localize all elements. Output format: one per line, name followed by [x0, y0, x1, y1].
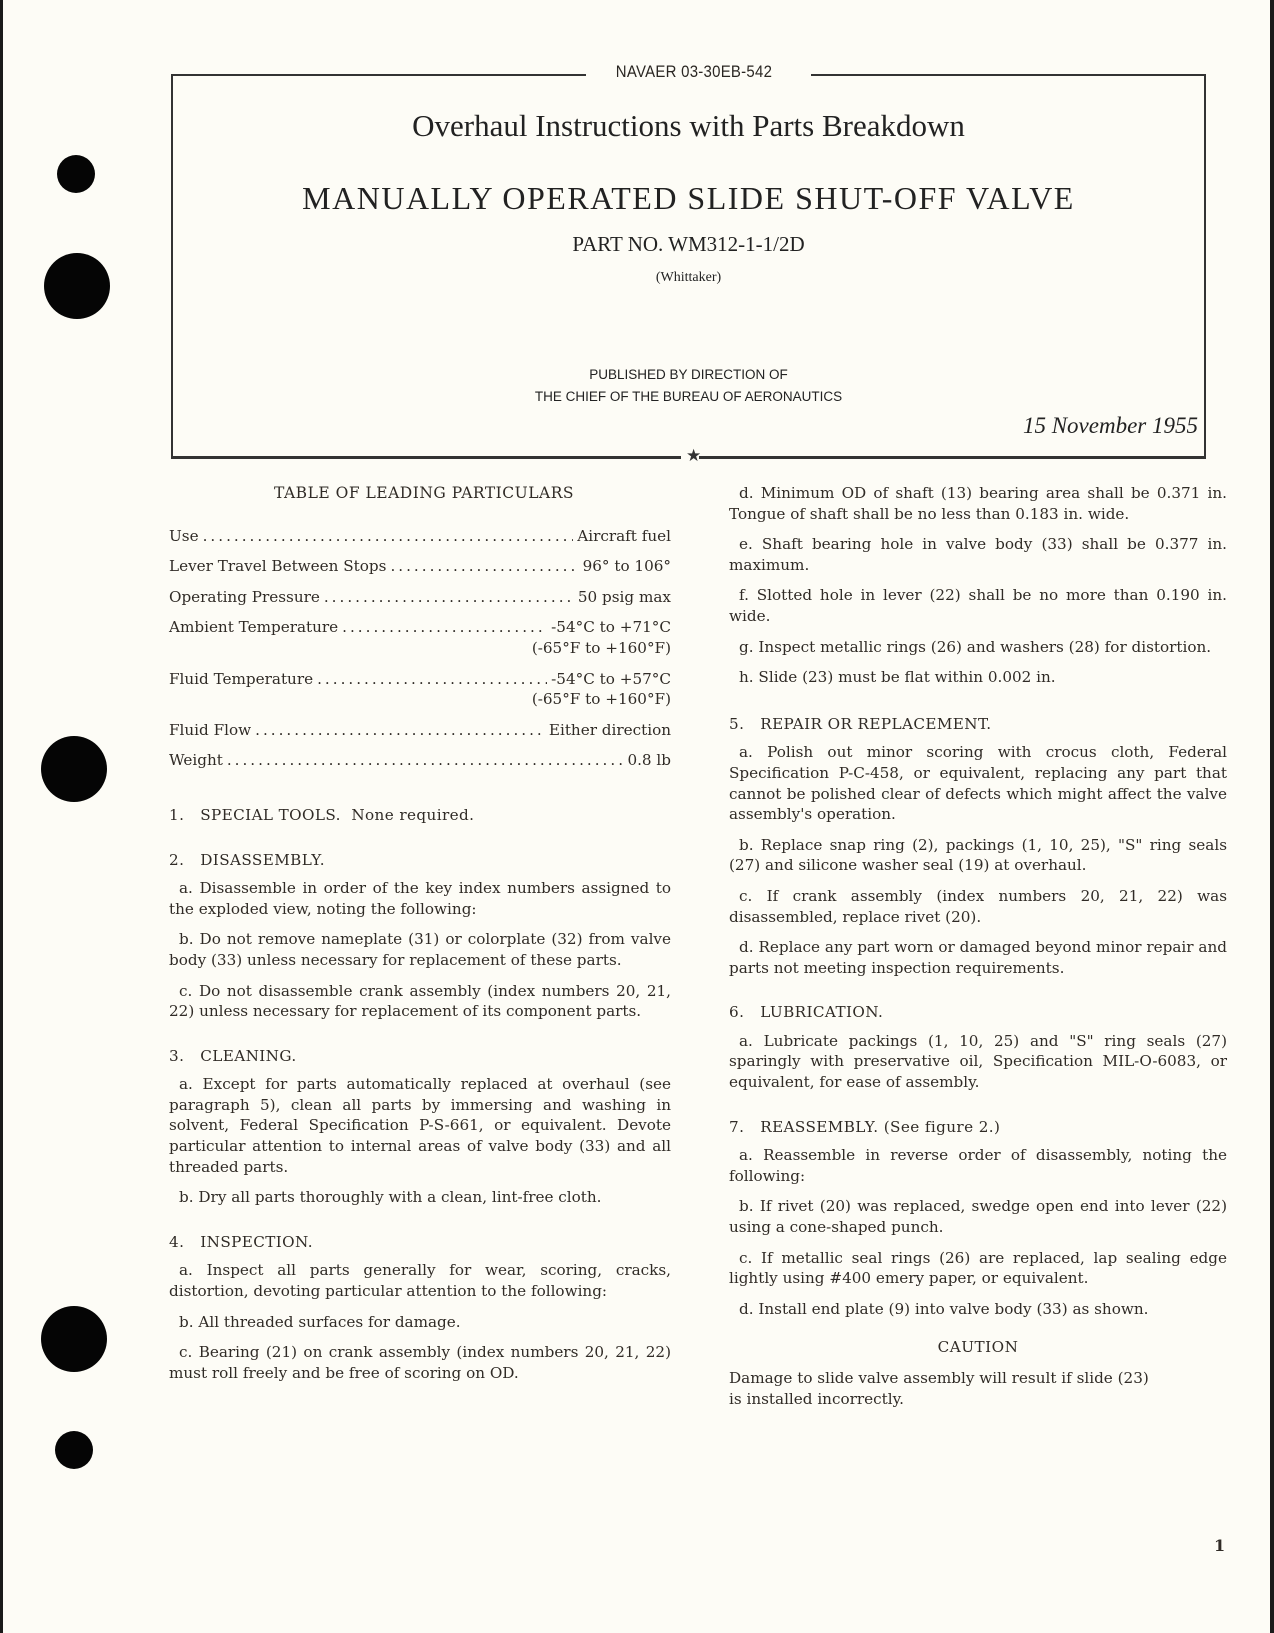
publisher-line-2: THE CHIEF OF THE BUREAU OF AERONAUTICS [534, 389, 843, 404]
paragraph: h. Slide (23) must be flat within 0.002 in. [739, 668, 1056, 687]
section-title: REPAIR OR REPLACEMENT. [760, 714, 992, 733]
leader-dots [342, 617, 547, 638]
section-inspection [169, 1232, 671, 1253]
particular-label: Fluid Temperature [169, 669, 314, 688]
section-title: INSPECTION. [200, 1232, 313, 1251]
particular-label: Operating Pressure [169, 587, 320, 606]
particular-label: Lever Travel Between Stops [169, 557, 387, 576]
section-title: REASSEMBLY. (See figure 2.) [760, 1117, 1001, 1136]
paragraph: f. Slotted hole in lever (22) shall be no more than 0.190 in. wide. [729, 586, 1227, 625]
paragraph: b. All threaded surfaces for damage. [179, 1312, 461, 1331]
section-number: 3. [169, 1046, 185, 1065]
leader-dots [227, 750, 624, 771]
right-column [729, 483, 1227, 1409]
particular-value: 50 psig max [577, 587, 671, 606]
particular-value: Aircraft fuel [577, 526, 671, 545]
leader-dots [317, 669, 547, 690]
particular-value: -54°C to +71°C [551, 618, 671, 637]
paragraph: b. Dry all parts thoroughly with a clean, lint-free cloth. [179, 1188, 602, 1207]
paragraph: c. If metallic seal rings (26) are replaced, lap sealing edge lightly using #400 emery paper, or equivalent. [729, 1248, 1227, 1288]
section-inline-text: None required. [351, 805, 475, 824]
section-number: 7. [729, 1117, 745, 1136]
section-number: 6. [729, 1003, 745, 1022]
section-cleaning [169, 1046, 671, 1067]
section-title: DISASSEMBLY. [200, 850, 325, 869]
document-subtitle: Overhaul Instructions with Parts Breakdown [412, 108, 965, 143]
section-title: CLEANING. [200, 1046, 297, 1065]
paragraph: d. Minimum OD of shaft (13) bearing area shall be 0.371 in. Tongue of shaft shall be no less than 0.183 in. wide. [729, 484, 1227, 523]
leader-dots [390, 556, 578, 577]
section-lubrication [729, 1002, 1227, 1023]
section-title: SPECIAL TOOLS. [200, 805, 341, 824]
section-repair-replacement [729, 714, 1227, 735]
section-disassembly [169, 850, 671, 871]
particular-value: 0.8 lb [627, 751, 671, 770]
particular-label: Fluid Flow [169, 720, 252, 739]
paragraph: c. Bearing (21) on crank assembly (index numbers 20, 21, 22) must roll freely and be free of scoring on OD. [169, 1343, 671, 1382]
particular-row [169, 669, 671, 690]
paragraph: a. Except for parts automatically replaced at overhaul (see paragraph 5), clean all parts by immersing and washing in solvent, Federal Specification P-S-661, or equivalent. Devote particular attention to internal areas of valve body (33) and all threaded parts. [169, 1075, 671, 1176]
section-title: LUBRICATION. [760, 1003, 884, 1022]
paragraph: d. Install end plate (9) into valve body (33) as shown. [739, 1299, 1149, 1318]
paragraph: c. Do not disassemble crank assembly (index numbers 20, 21, 22) unless necessary for replacement of its component parts. [169, 981, 671, 1021]
particular-value: 96° to 106° [582, 557, 671, 576]
page-right-edge [1270, 0, 1274, 1633]
binder-hole-icon [44, 253, 110, 319]
publisher-line-1: PUBLISHED BY DIRECTION OF [589, 367, 788, 382]
paragraph: b. If rivet (20) was replaced, swedge open end into lever (22) using a cone-shaped punch. [729, 1197, 1227, 1237]
particular-value-secondary: (-65°F to +160°F) [531, 638, 671, 657]
particular-value: Either direction [548, 720, 671, 739]
binder-hole-icon [55, 1431, 93, 1469]
paragraph: a. Lubricate packings (1, 10, 25) and "S" ring seals (27) sparingly with preservative oil, Specification MIL-O-6083, or equivalent, for ease of assembly. [729, 1031, 1227, 1092]
particular-row [169, 617, 671, 638]
paragraph: a. Reassemble in reverse order of disassembly, noting the following: [729, 1146, 1227, 1185]
manufacturer: (Whittaker) [655, 270, 722, 285]
paragraph: d. Replace any part worn or damaged beyond minor repair and parts not meeting inspection requirements. [729, 938, 1227, 977]
leading-particulars-title: TABLE OF LEADING PARTICULARS [274, 484, 574, 502]
publisher-statement [171, 364, 1206, 408]
page-number: 1 [1214, 1536, 1226, 1555]
section-special-tools [169, 805, 671, 826]
particular-label: Ambient Temperature [169, 618, 339, 637]
particular-row [169, 750, 671, 771]
caution-heading: CAUTION [937, 1338, 1019, 1357]
particular-label: Use [169, 526, 199, 545]
leader-dots [324, 587, 574, 608]
paragraph: c. If crank assembly (index numbers 20, 21, 22) was disassembled, replace rivet (20). [729, 886, 1227, 926]
paragraph: a. Disassemble in order of the key index numbers assigned to the exploded view, noting the following: [169, 879, 671, 918]
section-reassembly [729, 1117, 1227, 1138]
star-ornament-icon: ★ [686, 446, 702, 466]
paragraph: g. Inspect metallic rings (26) and washers (28) for distortion. [739, 637, 1212, 656]
leader-dots [255, 720, 545, 741]
particular-label: Weight [169, 751, 223, 770]
particular-value: -54°C to +57°C [551, 669, 671, 688]
paragraph: a. Polish out minor scoring with crocus cloth, Federal Specification P-C-458, or equivalent, replacing any part that cannot be polished clear of defects which might affect the valve assembly's operation. [729, 743, 1227, 824]
section-number: 5. [729, 714, 745, 733]
binder-hole-icon [41, 736, 107, 802]
particular-row [169, 587, 671, 608]
part-number: PART NO. WM312-1-1/2D [572, 232, 805, 256]
particular-value-secondary: (-65°F to +160°F) [531, 690, 671, 709]
particular-row [169, 526, 671, 547]
section-number: 2. [169, 850, 185, 869]
section-number: 4. [169, 1232, 185, 1251]
document-title: MANUALLY OPERATED SLIDE SHUT-OFF VALVE [302, 180, 1075, 216]
paragraph: b. Replace snap ring (2), packings (1, 10, 25), "S" ring seals (27) and silicone washer seal (19) at overhaul. [729, 835, 1227, 875]
section-number: 1. [169, 805, 185, 824]
publication-date: 15 November 1955 [1022, 413, 1198, 438]
caution-text: Damage to slide valve assembly will result if slide (23) is installed incorrectly. [729, 1369, 1149, 1408]
left-column [169, 483, 671, 1393]
particular-row [169, 720, 671, 741]
binder-hole-icon [41, 1306, 107, 1372]
paragraph: e. Shaft bearing hole in valve body (33) shall be 0.377 in. maximum. [729, 535, 1227, 574]
paragraph: a. Inspect all parts generally for wear, scoring, cracks, distortion, devoting particular attention to the following: [169, 1261, 671, 1301]
document-number: NAVAER 03-30EB-542 [597, 62, 791, 82]
page-left-edge [0, 0, 3, 1633]
leader-dots [203, 526, 574, 547]
paragraph: b. Do not remove nameplate (31) or colorplate (32) from valve body (33) unless necessary for replacement of these parts. [169, 930, 671, 969]
particular-row [169, 556, 671, 577]
binder-hole-icon [57, 155, 95, 193]
